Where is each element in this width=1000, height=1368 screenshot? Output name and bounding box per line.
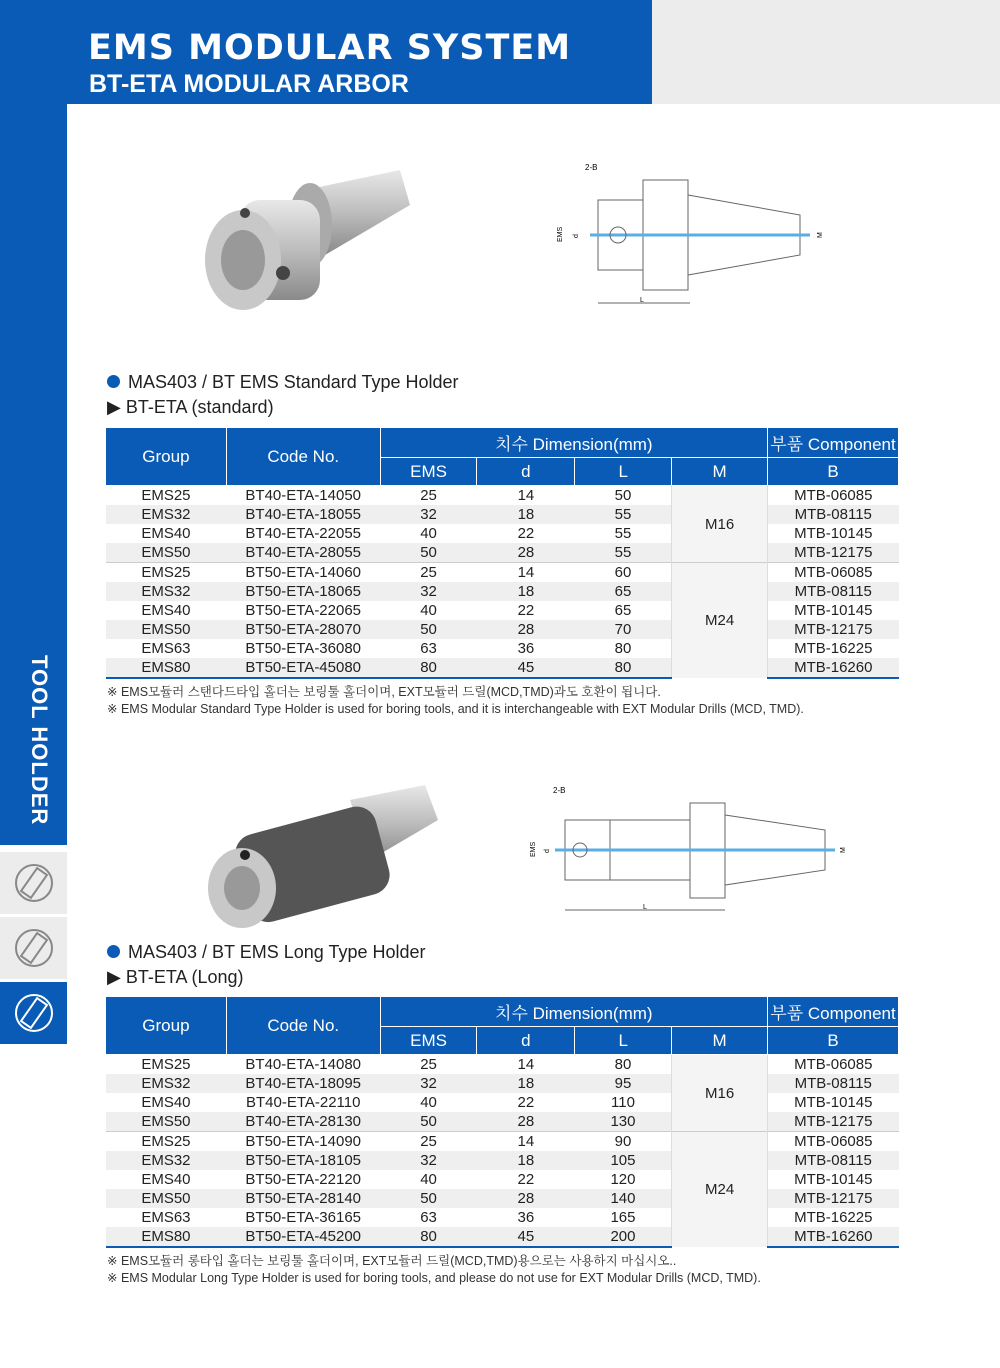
cell: MTB-12175 xyxy=(768,1112,899,1132)
cell: 50 xyxy=(380,620,477,639)
cell: 18 xyxy=(477,1074,575,1093)
cell: 40 xyxy=(420,525,437,542)
label-d: d xyxy=(544,849,551,853)
col-d: d xyxy=(477,458,575,486)
table-row xyxy=(106,1170,899,1189)
cell: 25 xyxy=(380,1132,477,1152)
note-korean: ※ EMS모듈러 롱타입 홀더는 보링툴 홀더이며, EXT모듈러 드릴(MCD,TMD)용으로는 사용하지 마십시오.. xyxy=(107,1254,677,1268)
cell: 80 xyxy=(380,1227,477,1247)
cell: BT50-ETA-45080 xyxy=(226,658,380,678)
page-title: EMS MODULAR SYSTEM xyxy=(88,28,572,68)
col-b: B xyxy=(768,458,899,486)
label-m: M xyxy=(840,847,847,853)
cell: 55 xyxy=(575,505,672,524)
table-row xyxy=(106,505,899,524)
cell: MTB-08115 xyxy=(768,582,899,601)
cell: BT40-ETA-28055 xyxy=(226,543,380,563)
cell-m: M24 xyxy=(672,1132,768,1248)
cell: BT50-ETA-36165 xyxy=(245,1209,362,1226)
cell: 32 xyxy=(380,1074,477,1093)
cell: MTB-10145 xyxy=(794,1094,873,1111)
cell: 25 xyxy=(380,563,477,583)
table-row xyxy=(106,1151,899,1170)
cell: 200 xyxy=(575,1227,672,1247)
label-d: d xyxy=(573,234,580,238)
cell: 36 xyxy=(517,640,535,657)
table-row xyxy=(106,1208,899,1227)
cell: 18 xyxy=(477,1151,575,1170)
note-english: ※ EMS Modular Standard Type Holder is used for boring tools, and it is interchangeable with EXT Modular Drills (MCD, TMD). xyxy=(107,702,804,716)
cell: 36 xyxy=(517,1209,535,1226)
label-2b: 2-B xyxy=(553,786,566,795)
cell: EMS50 xyxy=(106,543,227,563)
col-code: Code No. xyxy=(226,428,380,486)
table-row xyxy=(106,1189,899,1208)
cell: BT40-ETA-14050 xyxy=(245,487,362,504)
cell: MTB-08115 xyxy=(768,1074,899,1093)
col-dimension: 치수 Dimension(mm) xyxy=(380,428,767,458)
cell: EMS32 xyxy=(106,582,227,601)
cell: 28 xyxy=(477,620,575,639)
cell-m: M16 xyxy=(672,1055,768,1132)
section-subtitle: ▶ BT-ETA (standard) xyxy=(107,397,274,417)
cell: 165 xyxy=(610,1209,636,1226)
col-l: L xyxy=(575,458,672,486)
sidebar-label: TOOL HOLDER xyxy=(27,655,52,826)
cell: MTB-10145 xyxy=(794,525,873,542)
cell: MTB-10145 xyxy=(794,1171,873,1188)
note-korean: ※ EMS모듈러 스탠다드타입 홀더는 보링툴 홀더이며, EXT모듈러 드릴(MCD,TMD)과도 호환이 됩니다. xyxy=(107,685,661,699)
cell: 25 xyxy=(420,487,437,504)
label-ems: EMS xyxy=(557,226,564,242)
cell: 40 xyxy=(420,602,437,619)
tool-holder-icon-3[interactable] xyxy=(0,982,67,1044)
cell: 18 xyxy=(477,582,575,601)
table-row xyxy=(106,563,899,583)
holder-drawing-long xyxy=(525,785,855,920)
cell: 45 xyxy=(477,1227,575,1247)
cell: BT50-ETA-28070 xyxy=(226,620,380,639)
table-row xyxy=(106,620,899,639)
col-component: 부품 Component xyxy=(768,428,899,458)
page-subtitle: BT-ETA MODULAR ARBOR xyxy=(89,70,409,98)
cell: 65 xyxy=(575,582,672,601)
cell: 50 xyxy=(380,543,477,563)
cell: BT50-ETA-18065 xyxy=(226,582,380,601)
cell: 18 xyxy=(477,505,575,524)
label-l: L xyxy=(643,904,647,911)
table-row xyxy=(106,601,899,620)
cell: 95 xyxy=(575,1074,672,1093)
cell: 22 xyxy=(517,1094,535,1111)
cell: MTB-16260 xyxy=(768,1227,899,1247)
cell: 32 xyxy=(380,505,477,524)
cell: EMS40 xyxy=(141,525,191,542)
cell: EMS32 xyxy=(106,505,227,524)
cell: MTB-16225 xyxy=(794,1209,873,1226)
section-title-text: MAS403 / BT EMS Standard Type Holder xyxy=(128,372,459,392)
cell: BT50-ETA-18105 xyxy=(226,1151,380,1170)
cell: BT40-ETA-28130 xyxy=(226,1112,380,1132)
col-ems: EMS xyxy=(380,1027,477,1055)
cell: BT50-ETA-45200 xyxy=(226,1227,380,1247)
cell: BT50-ETA-14090 xyxy=(226,1132,380,1152)
cell: EMS25 xyxy=(106,563,227,583)
section-title xyxy=(107,372,459,393)
col-group: Group xyxy=(106,428,227,486)
col-m: M xyxy=(672,1027,768,1055)
cell: BT40-ETA-14080 xyxy=(245,1056,362,1073)
cell: 130 xyxy=(575,1112,672,1132)
cell: 110 xyxy=(611,1094,635,1111)
cell: EMS25 xyxy=(106,1132,227,1152)
bullet-icon xyxy=(107,375,120,388)
cell: EMS40 xyxy=(141,1171,191,1188)
cell: 120 xyxy=(610,1171,636,1188)
section-title-text: MAS403 / BT EMS Long Type Holder xyxy=(128,942,426,962)
cell: 28 xyxy=(477,1189,575,1208)
cell: MTB-12175 xyxy=(768,1189,899,1208)
cell: EMS40 xyxy=(141,602,191,619)
table-row xyxy=(106,543,899,563)
cell: MTB-10145 xyxy=(794,602,873,619)
cell: BT50-ETA-28140 xyxy=(226,1189,380,1208)
cell: MTB-12175 xyxy=(768,620,899,639)
cell: MTB-12175 xyxy=(768,543,899,563)
cell: EMS63 xyxy=(141,640,191,657)
cell: BT40-ETA-18055 xyxy=(226,505,380,524)
cell: BT50-ETA-36080 xyxy=(245,640,362,657)
table-row xyxy=(106,486,899,506)
table-row xyxy=(106,1093,899,1112)
cell: 40 xyxy=(420,1094,437,1111)
table-row xyxy=(106,582,899,601)
cell-m: M24 xyxy=(672,563,768,679)
note-english: ※ EMS Modular Long Type Holder is used for boring tools, and please do not use for EXT Modular Drills (MCD, TMD). xyxy=(107,1271,761,1285)
cell: 14 xyxy=(477,563,575,583)
cell: 105 xyxy=(575,1151,672,1170)
cell: EMS50 xyxy=(106,1189,227,1208)
cell: 63 xyxy=(420,1209,437,1226)
cell: EMS40 xyxy=(141,1094,191,1111)
cell: 22 xyxy=(517,1171,535,1188)
cell-m: M16 xyxy=(672,486,768,563)
cell: EMS80 xyxy=(106,1227,227,1247)
cell: 25 xyxy=(420,1056,437,1073)
cell: EMS80 xyxy=(106,658,227,678)
cell: BT50-ETA-14060 xyxy=(226,563,380,583)
cell: MTB-06085 xyxy=(768,1132,899,1152)
col-group: Group xyxy=(106,997,227,1055)
cell: 90 xyxy=(575,1132,672,1152)
cell: 80 xyxy=(575,658,672,678)
col-ems: EMS xyxy=(380,458,477,486)
col-l: L xyxy=(575,1027,672,1055)
cell: EMS32 xyxy=(106,1074,227,1093)
cell: MTB-16225 xyxy=(794,640,873,657)
table-row xyxy=(106,639,899,658)
tool-holder-icon-1[interactable] xyxy=(0,852,67,914)
cell: 80 xyxy=(614,640,632,657)
cell: EMS25 xyxy=(141,1056,191,1073)
cell: MTB-06085 xyxy=(794,1056,873,1073)
cell: BT40-ETA-22110 xyxy=(245,1094,361,1111)
cell: 45 xyxy=(477,658,575,678)
cell: EMS50 xyxy=(106,1112,227,1132)
label-ems: EMS xyxy=(530,841,537,857)
cell: 22 xyxy=(517,602,535,619)
header-gray-band xyxy=(652,0,1000,104)
cell: BT40-ETA-22055 xyxy=(245,525,362,542)
col-dimension: 치수 Dimension(mm) xyxy=(380,997,767,1027)
table-row xyxy=(106,524,899,543)
col-d: d xyxy=(477,1027,575,1055)
spec-table xyxy=(105,427,899,679)
cell: MTB-08115 xyxy=(768,1151,899,1170)
cell: 50 xyxy=(380,1189,477,1208)
cell: BT50-ETA-22065 xyxy=(245,602,362,619)
col-code: Code No. xyxy=(226,997,380,1055)
label-m: M xyxy=(817,232,824,238)
cell: EMS32 xyxy=(106,1151,227,1170)
cell: 70 xyxy=(575,620,672,639)
col-b: B xyxy=(768,1027,899,1055)
cell: 14 xyxy=(517,487,535,504)
cell: EMS63 xyxy=(141,1209,191,1226)
cell: 140 xyxy=(575,1189,672,1208)
label-2b: 2-B xyxy=(585,163,598,172)
cell: 80 xyxy=(614,1056,632,1073)
section-title xyxy=(107,942,426,963)
cell: 28 xyxy=(477,543,575,563)
holder-drawing-standard xyxy=(550,160,840,310)
cell: 14 xyxy=(517,1056,535,1073)
table-row xyxy=(106,1227,899,1247)
cell: MTB-16260 xyxy=(768,658,899,678)
cell: 32 xyxy=(380,1151,477,1170)
spec-table xyxy=(105,996,899,1248)
cell: 80 xyxy=(380,658,477,678)
bullet-icon xyxy=(107,945,120,958)
cell: MTB-06085 xyxy=(768,563,899,583)
cell: 50 xyxy=(614,487,632,504)
cell: 63 xyxy=(420,640,437,657)
cell: 55 xyxy=(614,525,632,542)
cell: 55 xyxy=(575,543,672,563)
cell: MTB-06085 xyxy=(794,487,873,504)
table-row xyxy=(106,1132,899,1152)
cell: 65 xyxy=(614,602,632,619)
col-component: 부품 Component xyxy=(768,997,899,1027)
table-row xyxy=(106,1055,899,1075)
cell: 50 xyxy=(380,1112,477,1132)
holder-photo-standard xyxy=(195,165,425,315)
cell: 28 xyxy=(477,1112,575,1132)
section-subtitle: ▶ BT-ETA (Long) xyxy=(107,967,244,987)
table-row xyxy=(106,1074,899,1093)
col-m: M xyxy=(672,458,768,486)
cell: EMS50 xyxy=(106,620,227,639)
holder-photo-long xyxy=(200,780,450,930)
cell: MTB-08115 xyxy=(768,505,899,524)
label-l: L xyxy=(640,297,644,304)
cell: BT40-ETA-18095 xyxy=(226,1074,380,1093)
table-row xyxy=(106,1112,899,1132)
cell: 14 xyxy=(477,1132,575,1152)
cell: BT50-ETA-22120 xyxy=(245,1171,362,1188)
cell: 32 xyxy=(380,582,477,601)
cell: 60 xyxy=(575,563,672,583)
cell: 40 xyxy=(420,1171,437,1188)
table-row xyxy=(106,658,899,678)
tool-holder-icon-2[interactable] xyxy=(0,917,67,979)
cell: EMS25 xyxy=(141,487,191,504)
cell: 22 xyxy=(517,525,535,542)
